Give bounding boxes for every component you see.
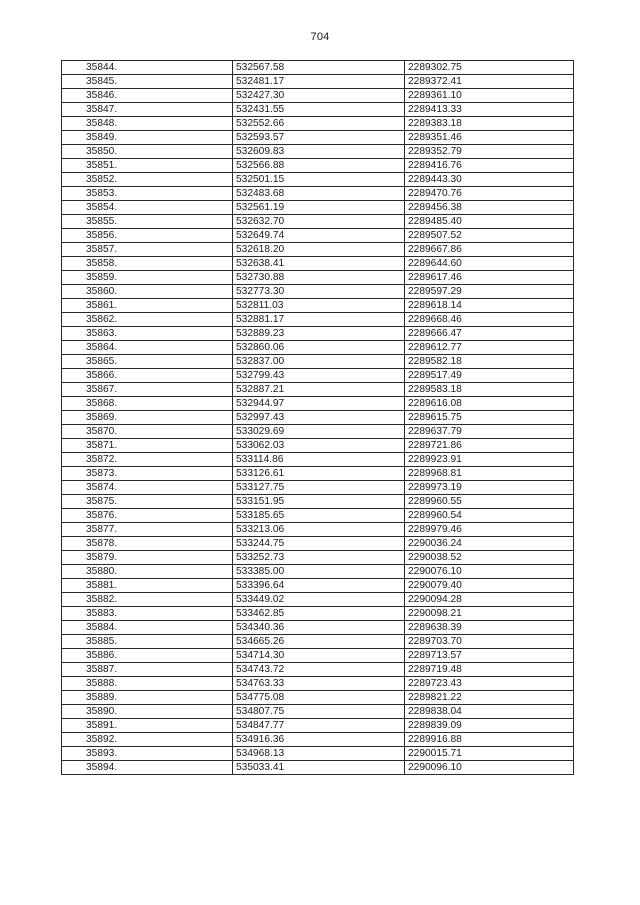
table-row [62,383,574,397]
point-id-cell: 35844. [62,61,233,75]
table-row [62,747,574,761]
y-coordinate-cell: 2289666.47 [405,327,574,341]
y-coordinate-cell: 2289352.79 [405,145,574,159]
x-coordinate-cell: 533213.06 [233,523,405,537]
y-coordinate-cell: 2289351.46 [405,131,574,145]
table-row [62,551,574,565]
point-id-cell: 35890. [62,705,233,719]
y-coordinate-cell: 2289517.49 [405,369,574,383]
table-row [62,481,574,495]
y-coordinate-cell: 2289302.75 [405,61,574,75]
table-row [62,173,574,187]
table-row [62,61,574,75]
table-row [62,229,574,243]
point-id-cell: 35858. [62,257,233,271]
y-coordinate-cell: 2289979.46 [405,523,574,537]
y-coordinate-cell: 2289413.33 [405,103,574,117]
point-id-cell: 35882. [62,593,233,607]
table-row [62,761,574,775]
point-id-cell: 35893. [62,747,233,761]
point-id-cell: 35851. [62,159,233,173]
y-coordinate-cell: 2289839.09 [405,719,574,733]
table-row [62,271,574,285]
y-coordinate-cell: 2289618.14 [405,299,574,313]
point-id-cell: 35885. [62,635,233,649]
point-id-cell: 35862. [62,313,233,327]
table-row [62,341,574,355]
x-coordinate-cell: 532483.68 [233,187,405,201]
point-id-cell: 35871. [62,439,233,453]
page-number: 704 [310,31,330,43]
x-coordinate-cell: 532889.23 [233,327,405,341]
y-coordinate-cell: 2289617.46 [405,271,574,285]
y-coordinate-cell: 2289597.29 [405,285,574,299]
table-row [62,145,574,159]
table-row [62,579,574,593]
y-coordinate-cell: 2289443.30 [405,173,574,187]
x-coordinate-cell: 532773.30 [233,285,405,299]
point-id-cell: 35879. [62,551,233,565]
y-coordinate-cell: 2289916.88 [405,733,574,747]
point-id-cell: 35884. [62,621,233,635]
y-coordinate-cell: 2289485.40 [405,215,574,229]
coordinates-table [61,60,574,775]
table-row [62,705,574,719]
y-coordinate-cell: 2289383.18 [405,117,574,131]
y-coordinate-cell: 2290098.21 [405,607,574,621]
x-coordinate-cell: 532811.03 [233,299,405,313]
point-id-cell: 35889. [62,691,233,705]
table-row [62,103,574,117]
x-coordinate-cell: 532730.88 [233,271,405,285]
table-row [62,397,574,411]
table-row [62,607,574,621]
table-row [62,327,574,341]
point-id-cell: 35857. [62,243,233,257]
x-coordinate-cell: 534665.26 [233,635,405,649]
table-row [62,495,574,509]
table-row [62,649,574,663]
x-coordinate-cell: 534807.75 [233,705,405,719]
y-coordinate-cell: 2289615.75 [405,411,574,425]
y-coordinate-cell: 2289416.76 [405,159,574,173]
table-row [62,677,574,691]
y-coordinate-cell: 2289719.48 [405,663,574,677]
table-row [62,467,574,481]
table-row [62,439,574,453]
y-coordinate-cell: 2289638.39 [405,621,574,635]
y-coordinate-cell: 2290096.10 [405,761,574,775]
table-row [62,355,574,369]
y-coordinate-cell: 2289361.10 [405,89,574,103]
x-coordinate-cell: 533029.69 [233,425,405,439]
point-id-cell: 35860. [62,285,233,299]
table-row [62,663,574,677]
point-id-cell: 35850. [62,145,233,159]
x-coordinate-cell: 534775.08 [233,691,405,705]
x-coordinate-cell: 534847.77 [233,719,405,733]
y-coordinate-cell: 2289721.86 [405,439,574,453]
point-id-cell: 35861. [62,299,233,313]
point-id-cell: 35849. [62,131,233,145]
y-coordinate-cell: 2289713.57 [405,649,574,663]
table-row [62,411,574,425]
x-coordinate-cell: 532566.88 [233,159,405,173]
y-coordinate-cell: 2290079.40 [405,579,574,593]
point-id-cell: 35854. [62,201,233,215]
x-coordinate-cell: 533114.86 [233,453,405,467]
table-row [62,565,574,579]
y-coordinate-cell: 2290036.24 [405,537,574,551]
x-coordinate-cell: 532552.66 [233,117,405,131]
point-id-cell: 35848. [62,117,233,131]
table-row [62,509,574,523]
x-coordinate-cell: 533462.85 [233,607,405,621]
x-coordinate-cell: 534763.33 [233,677,405,691]
table-row [62,453,574,467]
x-coordinate-cell: 532427.30 [233,89,405,103]
x-coordinate-cell: 532593.57 [233,131,405,145]
y-coordinate-cell: 2290076.10 [405,565,574,579]
point-id-cell: 35852. [62,173,233,187]
table-row [62,691,574,705]
table-row [62,201,574,215]
y-coordinate-cell: 2290038.52 [405,551,574,565]
point-id-cell: 35853. [62,187,233,201]
y-coordinate-cell: 2289973.19 [405,481,574,495]
x-coordinate-cell: 532561.19 [233,201,405,215]
x-coordinate-cell: 533396.64 [233,579,405,593]
x-coordinate-cell: 532837.00 [233,355,405,369]
x-coordinate-cell: 532567.58 [233,61,405,75]
x-coordinate-cell: 534968.13 [233,747,405,761]
x-coordinate-cell: 534916.36 [233,733,405,747]
point-id-cell: 35888. [62,677,233,691]
point-id-cell: 35846. [62,89,233,103]
point-id-cell: 35894. [62,761,233,775]
point-id-cell: 35878. [62,537,233,551]
y-coordinate-cell: 2289960.55 [405,495,574,509]
point-id-cell: 35847. [62,103,233,117]
point-id-cell: 35883. [62,607,233,621]
point-id-cell: 35863. [62,327,233,341]
x-coordinate-cell: 533385.00 [233,565,405,579]
x-coordinate-cell: 533244.75 [233,537,405,551]
table-row [62,369,574,383]
x-coordinate-cell: 532618.20 [233,243,405,257]
point-id-cell: 35867. [62,383,233,397]
table-row [62,719,574,733]
y-coordinate-cell: 2289637.79 [405,425,574,439]
y-coordinate-cell: 2289667.86 [405,243,574,257]
x-coordinate-cell: 534340.36 [233,621,405,635]
y-coordinate-cell: 2289968.81 [405,467,574,481]
x-coordinate-cell: 532481.17 [233,75,405,89]
point-id-cell: 35873. [62,467,233,481]
x-coordinate-cell: 533062.03 [233,439,405,453]
table-row [62,215,574,229]
table-row [62,537,574,551]
point-id-cell: 35877. [62,523,233,537]
table-row [62,733,574,747]
x-coordinate-cell: 532609.83 [233,145,405,159]
point-id-cell: 35872. [62,453,233,467]
point-id-cell: 35864. [62,341,233,355]
point-id-cell: 35845. [62,75,233,89]
table-row [62,621,574,635]
y-coordinate-cell: 2289923.91 [405,453,574,467]
y-coordinate-cell: 2289372.41 [405,75,574,89]
y-coordinate-cell: 2289582.18 [405,355,574,369]
table-row [62,593,574,607]
x-coordinate-cell: 532649.74 [233,229,405,243]
x-coordinate-cell: 532431.55 [233,103,405,117]
x-coordinate-cell: 532887.21 [233,383,405,397]
point-id-cell: 35868. [62,397,233,411]
point-id-cell: 35856. [62,229,233,243]
point-id-cell: 35887. [62,663,233,677]
x-coordinate-cell: 532501.15 [233,173,405,187]
x-coordinate-cell: 532944.97 [233,397,405,411]
x-coordinate-cell: 532997.43 [233,411,405,425]
x-coordinate-cell: 534743.72 [233,663,405,677]
y-coordinate-cell: 2289456.38 [405,201,574,215]
point-id-cell: 35855. [62,215,233,229]
table-row [62,187,574,201]
table-row [62,75,574,89]
y-coordinate-cell: 2289644.60 [405,257,574,271]
x-coordinate-cell: 532632.70 [233,215,405,229]
table-row [62,257,574,271]
table-row [62,285,574,299]
x-coordinate-cell: 534714.30 [233,649,405,663]
table-row [62,523,574,537]
point-id-cell: 35876. [62,509,233,523]
coordinates-table-body [62,61,574,775]
y-coordinate-cell: 2289470.76 [405,187,574,201]
table-row [62,131,574,145]
y-coordinate-cell: 2290094.28 [405,593,574,607]
table-row [62,635,574,649]
y-coordinate-cell: 2289668.46 [405,313,574,327]
point-id-cell: 35880. [62,565,233,579]
y-coordinate-cell: 2289612.77 [405,341,574,355]
x-coordinate-cell: 533127.75 [233,481,405,495]
point-id-cell: 35892. [62,733,233,747]
x-coordinate-cell: 535033.41 [233,761,405,775]
x-coordinate-cell: 532860.06 [233,341,405,355]
table-row [62,313,574,327]
point-id-cell: 35869. [62,411,233,425]
point-id-cell: 35870. [62,425,233,439]
point-id-cell: 35865. [62,355,233,369]
x-coordinate-cell: 533449.02 [233,593,405,607]
table-row [62,425,574,439]
y-coordinate-cell: 2289616.08 [405,397,574,411]
point-id-cell: 35891. [62,719,233,733]
table-row [62,89,574,103]
table-row [62,299,574,313]
point-id-cell: 35886. [62,649,233,663]
y-coordinate-cell: 2289838.04 [405,705,574,719]
y-coordinate-cell: 2290015.71 [405,747,574,761]
point-id-cell: 35881. [62,579,233,593]
x-coordinate-cell: 533252.73 [233,551,405,565]
table-row [62,117,574,131]
point-id-cell: 35866. [62,369,233,383]
x-coordinate-cell: 532638.41 [233,257,405,271]
y-coordinate-cell: 2289821.22 [405,691,574,705]
table-row [62,243,574,257]
y-coordinate-cell: 2289703.70 [405,635,574,649]
point-id-cell: 35859. [62,271,233,285]
point-id-cell: 35875. [62,495,233,509]
y-coordinate-cell: 2289960.54 [405,509,574,523]
x-coordinate-cell: 533151.95 [233,495,405,509]
point-id-cell: 35874. [62,481,233,495]
y-coordinate-cell: 2289723.43 [405,677,574,691]
x-coordinate-cell: 533126.61 [233,467,405,481]
x-coordinate-cell: 532799.43 [233,369,405,383]
y-coordinate-cell: 2289507.52 [405,229,574,243]
y-coordinate-cell: 2289583.18 [405,383,574,397]
x-coordinate-cell: 532881.17 [233,313,405,327]
table-row [62,159,574,173]
x-coordinate-cell: 533185.65 [233,509,405,523]
